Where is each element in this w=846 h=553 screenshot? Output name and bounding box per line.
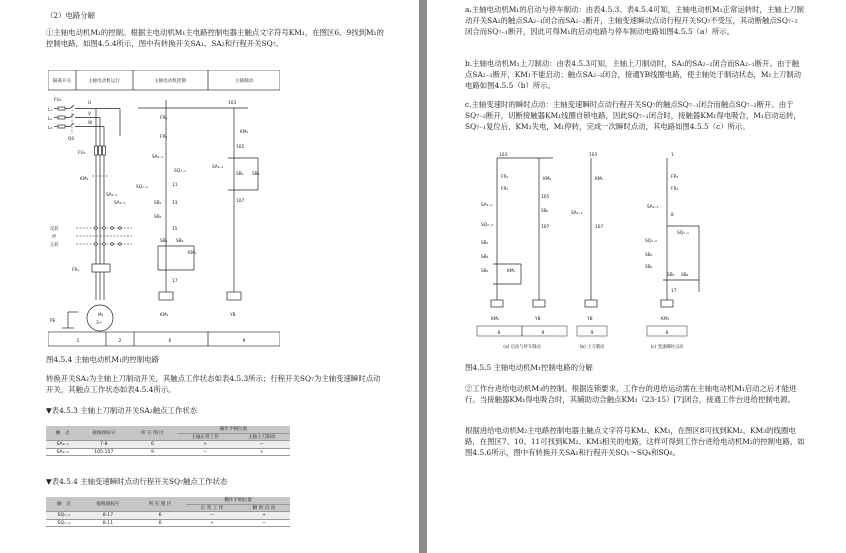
m1-sub-label: 3~ — [96, 321, 103, 326]
caption-a: (a) 启动与停车制动 — [503, 345, 541, 350]
u-label: U — [88, 101, 92, 106]
a-yb-label: YB — [535, 317, 541, 322]
a-sa2-1-label: SA₂₋₁ — [481, 203, 493, 208]
v-label: V — [88, 112, 91, 117]
a-sb6-label: SB₆ — [541, 209, 549, 214]
t1-h-terminal: 接线端标号 — [79, 426, 128, 441]
sb6-label: SB₆ — [176, 239, 184, 244]
node-105: 105 — [236, 145, 245, 150]
c-sa2-1-label: SA₂₋₁ — [647, 205, 659, 210]
c-sq7-1-label: SQ₇₋₁ — [677, 231, 689, 236]
header-isolator: 隔离开关 — [52, 79, 72, 84]
l1-label: L₁ — [48, 108, 53, 113]
qs-label: QS — [68, 137, 75, 142]
paragraph-feed-circuit: 根据进给电动机M₂主电路控制电器主触点文字符号KM₂、KM₃，在图区8可找到KM₂、KM₃的线圈电路，在图区7、10、11可找到KM₂、KM₃相关的电路，这样可得到工作台进给电动机M₂的控制电路，如图4.5.6所示，图中有转换开关SA₁和行程开关SQ₁～SQ₄和SQ₆。 — [465, 426, 805, 457]
yb-coil — [227, 292, 241, 300]
b-node-107: 107 — [595, 225, 604, 230]
a-sb5-label: SB₅ — [481, 269, 489, 274]
a-sq7-2-label: SQ₇₋₂ — [481, 223, 493, 228]
table-4-5-4-title: ▼表4.5.4 主轴变速瞬时点动行程开关SQ₇触点工作状态 — [46, 477, 228, 486]
table-sa2-contacts — [46, 426, 290, 456]
t1-h-normal: 主轴正常工作 — [177, 433, 234, 441]
node-17: 17 — [172, 279, 178, 284]
c-sb6-label: SB₆ — [681, 273, 689, 278]
l2-label: L₂ — [48, 117, 53, 122]
zone-9: 9 — [242, 339, 246, 344]
fu2-label: FU₂ — [78, 151, 86, 156]
a-yb-coil — [533, 300, 545, 307]
node-107: 107 — [236, 199, 245, 204]
t2-h-jog: 瞬 时 点 动 — [238, 504, 290, 512]
node-11: 11 — [172, 183, 178, 188]
b-yb-coil — [585, 300, 597, 307]
header-motor-control: 主轴电动机控制 — [153, 79, 187, 84]
zone-2: 2 — [118, 339, 122, 344]
paragraph-feed-motor: ②工作台进给电动机M₃的控制。根据连锁要求，工作台的进给运动需在主轴电动机M₁启动之后才能进行。当接触器KM₁得电吸合时，其辅助动合触点KM₁（23-15）[7]闭合，接通工作台进给控制电源。 — [465, 384, 797, 404]
table-row: SQ₇₋₂ 8-11 6 + − — [46, 519, 290, 527]
l3-label: L₃ — [48, 126, 53, 131]
paragraph-switches: 转换开关SA₂为主轴上刀制动开关，其触点工作状态如表4.5.3所示；行程开关SQ₇为主轴变速瞬时点动开关，其触点工作状态如表4.5.4所示。 — [46, 374, 381, 394]
b-node-103: 103 — [589, 153, 598, 158]
t1-h-handle: 操作手柄位置 — [177, 426, 290, 433]
c-sb5-label: SB₅ — [667, 273, 675, 278]
sq7-1-label: SQ₇₋₁ — [174, 169, 186, 174]
node-13: 13 — [172, 201, 178, 206]
fr2-label: FR₂ — [160, 116, 168, 121]
motor-m1-symbol — [87, 305, 113, 331]
a-fr3-label: FR₃ — [501, 187, 509, 192]
caption-b: (b) 上刀制动 — [579, 345, 605, 350]
w-label: W — [88, 121, 93, 126]
km1-main-label: KM₁ — [80, 177, 89, 182]
fr3-label: FR₃ — [160, 135, 168, 140]
a-sb1-label: SB₁ — [481, 241, 489, 246]
c-km1-coil — [661, 300, 673, 307]
sq7-2-label: SQ₇₋₂ — [136, 185, 148, 190]
header-motor-run: 主轴电动机运行 — [87, 79, 121, 84]
figure-caption-4-5-5: 图4.5.5 主轴电动机M₁控制电路的分解 — [465, 363, 593, 372]
a-km1-contact-label: KM₁ — [507, 269, 516, 274]
t1-h-zone: 所 在 图 区 — [128, 426, 177, 441]
sb1-label: SB₁ — [154, 201, 162, 206]
c-node-8: 8 — [671, 213, 674, 218]
fu1-label: FU₁ — [54, 98, 62, 103]
fr1-label: FR₁ — [72, 268, 80, 273]
c-sq7-2-label: SQ₇₋₂ — [645, 239, 657, 244]
a-fr2-label: FR₂ — [501, 175, 509, 180]
table-sq7-contacts — [46, 497, 290, 527]
t2-h-contact: 触 点 — [46, 497, 82, 512]
c-node-1: 1 — [671, 153, 674, 158]
caption-c: (c) 变速瞬时点动 — [650, 345, 684, 350]
a-km1-coil — [491, 300, 503, 307]
c-sb2-label: SB₂ — [645, 265, 653, 270]
stop-label: 停 — [52, 235, 57, 240]
b-sa2-2-label: SA₂₋₂ — [571, 211, 583, 216]
node-15: 15 — [172, 227, 178, 232]
b-yb-label: YB — [587, 317, 593, 322]
table-row: SQ₇₋₁ 8-17 6 − + — [46, 512, 290, 520]
km1-brake-label: KM₁ — [240, 130, 249, 135]
sb5-label: SB₅ — [160, 239, 168, 244]
c-node-17: 17 — [671, 289, 677, 294]
left-page — [0, 0, 419, 553]
sa3b-label: SA₃₋₃ — [114, 201, 126, 206]
paragraph-m1-control: ①主轴电动机M₁的控制。根据主电动机M₁主电路控制电器主触点文字符号KM₁，在图区6、9找到M₁的控制电路，如图4.5.4所示，图中有转换开关SA₁、SA₂和行程开关SQ₇。 — [46, 28, 384, 48]
t2-h-handle: 操作手柄位置 — [186, 497, 290, 504]
right-page — [427, 0, 846, 553]
a-node-105: 105 — [541, 195, 550, 200]
c-zone-6: 6 — [665, 331, 669, 336]
zone-1: 1 — [76, 339, 80, 344]
paragraph-b-tool-brake: b.主轴电动机M₁上刀制动：由表4.5.3可知，主轴上刀制动时，SA₂的SA₂₋₂闭合而SA₂₋₁断开。由于触点SA₂₋₁断开，KM₁不能启动；触点SA₂₋₂闭合，接通YB线圈电路，使主轴处于制动状态，M₁上刀制动电路如图4.5.5（b）所示。 — [465, 59, 802, 90]
t1-h-brake: 主轴上刀制动 — [233, 433, 290, 441]
sa2-1-label: SA₂₋₁ — [152, 155, 164, 160]
c-fr2-label: FR₂ — [671, 175, 679, 180]
figure-caption: 图4.5.4 主轴电动机M₁的控制电路 — [46, 355, 159, 364]
figure-4-5-4-circuit — [48, 70, 280, 348]
a-km1-nc-label: KM₁ — [543, 177, 552, 182]
b-zone-9: 9 — [590, 331, 594, 336]
table-4-5-3-title: ▼表4.5.3 主轴上刀制动开关SA₂触点工作状态 — [46, 406, 198, 415]
b-km1-label: KM₁ — [595, 177, 604, 182]
km1-coil — [159, 292, 173, 300]
a-sb2-label: SB₂ — [481, 255, 489, 260]
forward-label: 正转 — [50, 243, 59, 248]
t2-h-zone: 所 在 图 区 — [134, 497, 186, 512]
paragraph-a-start-stop: a.主轴电动机M₁的启动与停车制动：由表4.5.3、表4.5.4可知，主轴电动机M₁正常运转时，主轴上刀制动开关SA₂的触点SA₂₋₁闭合而SA₂₋₂断开，主轴变速瞬动点动行程开关SQ₇不受压，其动断触点SQ₇₋₂闭合而SQ₇₋₁断开，因此可得M₁的启动电路与停车制动电路如图4.5.5（a）所示。 — [465, 5, 804, 36]
c-fr3-label: FR₃ — [671, 187, 679, 192]
sb2-label: SB₂ — [154, 215, 162, 220]
figure-4-5-5-circuits — [467, 150, 717, 358]
a-zone-9: 9 — [541, 331, 545, 336]
c-sb1-label: SB₁ — [645, 253, 653, 258]
t2-h-normal: 正 常 工 作 — [186, 504, 238, 512]
reverse-label: 反转 — [50, 227, 59, 232]
table-row: SA₂₋₂ 105-107 9 − + — [46, 448, 290, 456]
sa2-2-label: SA₂₋₁ — [212, 165, 224, 170]
paragraph-c-jog: c.主轴变速时的瞬时点动：主轴变速瞬时点动行程开关SQ₇的触点SQ₇₋₁闭合而触点SQ₇₋₂断开。由于SQ₇₋₂断开，切断接触器KM₁线圈自锁电路，因此SQ₇₋₁闭合时，接触器KM₁得电吸合，M₁启动运转，SQ₇₋₁复位后，KM₁失电，M₁停转，完成一次瞬时点动，其电路如图4.5.5（c）所示。 — [465, 100, 801, 131]
t2-h-terminal: 接线端标号 — [82, 497, 134, 512]
t1-h-contact: 触 点 — [46, 426, 79, 441]
km1-contact-label: KM₁ — [188, 251, 197, 256]
a-zone-6: 6 — [497, 331, 501, 336]
c-km1-coil-label: KM₁ — [661, 317, 670, 322]
node-103: 103 — [228, 101, 237, 106]
sb4-label: SB₄ — [252, 172, 260, 177]
sa3-label: SA₃₋₁ — [106, 193, 118, 198]
header-brake: 主轴制动 — [234, 79, 254, 84]
m1-label: M₁ — [98, 313, 104, 318]
a-node-107: 107 — [541, 225, 550, 230]
a-km1-coil-label: KM₁ — [491, 317, 500, 322]
zone-6: 6 — [168, 339, 172, 344]
table-row: SA₂₋₁ 7-8 6 + − — [46, 441, 290, 449]
a-node-103: 103 — [499, 153, 508, 158]
section-heading: （2）电路分解 — [46, 11, 96, 20]
pe-label: PE — [50, 319, 56, 324]
km1-coil-label: KM₁ — [160, 313, 169, 318]
sb3-label: SB₃ — [236, 172, 244, 177]
yb-label: YB — [230, 313, 236, 318]
